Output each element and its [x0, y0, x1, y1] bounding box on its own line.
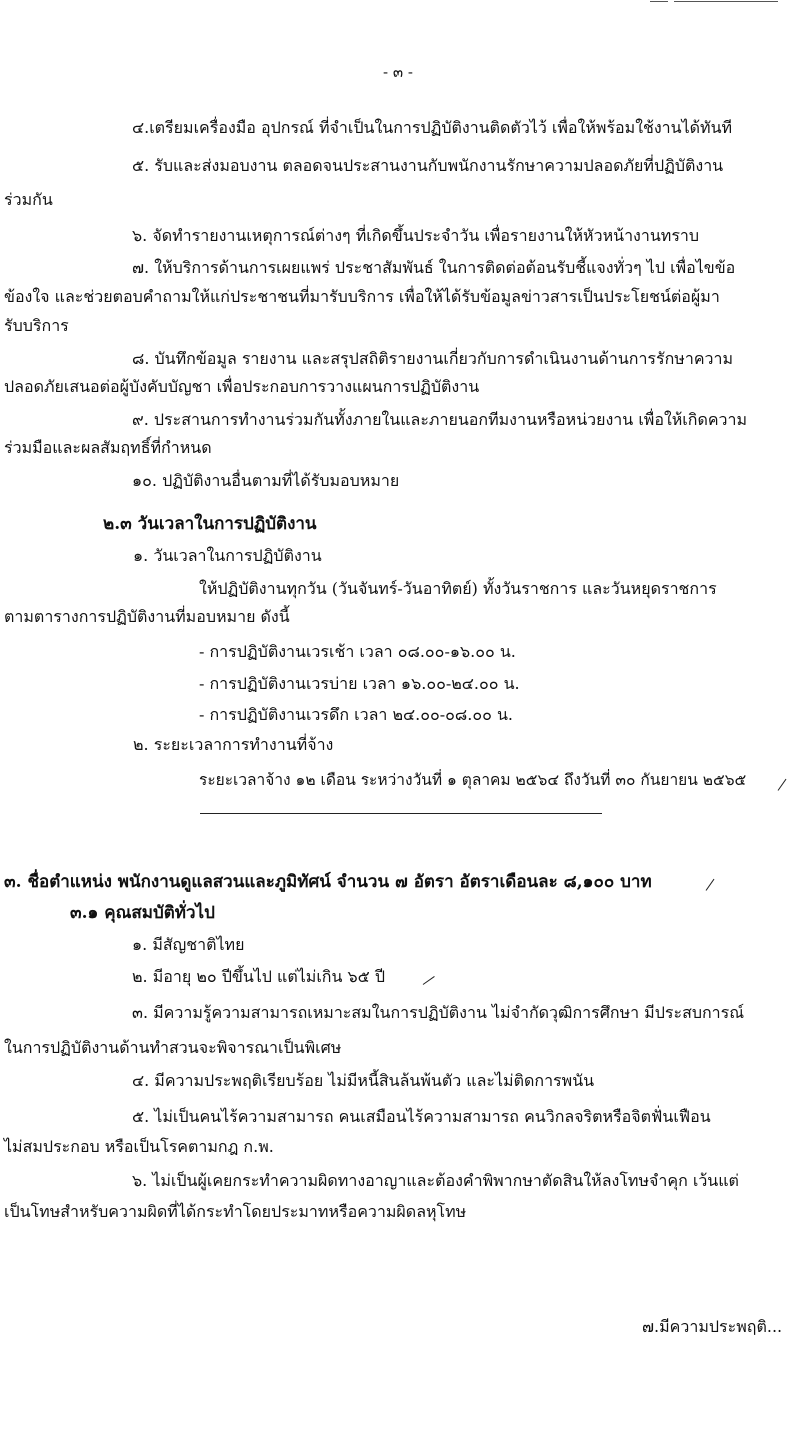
work-time-para: ให้ปฏิบัติงานทุกวัน (วันจันทร์-วันอาทิตย์) ทั้งวันราชการ และวันหยุดราชการ	[199, 579, 717, 598]
qualification-6: ๖. ไม่เป็นผู้เคยกระทำความผิดทางอาญาและต้องคำพิพากษาตัดสินให้ลงโทษจำคุก เว้นแต่	[132, 1171, 739, 1190]
duty-item-7-cont-2: รับบริการ	[4, 316, 69, 335]
shift-morning: - การปฏิบัติงานเวรเช้า เวลา ๐๘.๐๐-๑๖.๐๐ น.	[199, 642, 516, 661]
qualification-3-cont: ในการปฏิบัติงานด้านทำสวนจะพิจารณาเป็นพิเศษ	[4, 1038, 342, 1057]
page-corner-marks	[650, 0, 780, 4]
qualification-1: ๑. มีสัญชาติไทย	[132, 935, 245, 954]
shift-night: - การปฏิบัติงานเวรดึก เวลา ๒๔.๐๐-๐๘.๐๐ น.	[199, 705, 513, 724]
section-divider	[200, 813, 602, 814]
duty-item-10: ๑๐. ปฏิบัติงานอื่นตามที่ได้รับมอบหมาย	[132, 471, 400, 490]
qualification-5: ๕. ไม่เป็นคนไร้ความสามารถ คนเสมือนไร้ความสามารถ คนวิกลจริตหรือจิตฟั่นเฟือน	[132, 1107, 711, 1126]
work-time-subheading: ๑. วันเวลาในการปฏิบัติงาน	[133, 546, 322, 565]
duty-item-8-cont: ปลอดภัยเสนอต่อผู้บังคับบัญชา เพื่อประกอบการวางแผนการปฏิบัติงาน	[4, 377, 480, 396]
duty-item-6: ๖. จัดทำรายงานเหตุการณ์ต่างๆ ที่เกิดขึ้นประจำวัน เพื่อรายงานให้หัวหน้างานทราบ	[132, 226, 700, 245]
section-3-heading: ๓. ชื่อตำแหน่ง พนักงานดูแลสวนและภูมิทัศน์ จำนวน ๗ อัตรา อัตราเดือนละ ๘,๑๐๐ บาท	[4, 872, 652, 892]
section-2-3-heading: ๒.๓ วันเวลาในการปฏิบัติงาน	[103, 514, 317, 534]
duty-item-7: ๗. ให้บริการด้านการเผยแพร่ ประชาสัมพันธ์ ในการติดต่อต้อนรับชี้แจงทั่วๆ ไป เพื่อไขข้อ	[132, 258, 736, 277]
qualification-4: ๔. มีความประพฤติเรียบร้อย ไม่มีหนี้สินล้นพ้นตัว และไม่ติดการพนัน	[132, 1071, 595, 1090]
duty-item-8: ๘. บันทึกข้อมูล รายงาน และสรุปสถิติรายงานเกี่ยวกับการดำเนินงานด้านการรักษาความ	[132, 349, 734, 368]
employment-period: ระยะเวลาจ้าง ๑๒ เดือน ระหว่างวันที่ ๑ ตุลาคม ๒๕๖๔ ถึงวันที่ ๓๐ กันยายน ๒๕๖๕	[199, 771, 747, 789]
duty-item-9: ๙. ประสานการทำงานร่วมกันทั้งภายในและภายนอกทีมงานหรือหน่วยงาน เพื่อให้เกิดความ	[132, 410, 748, 429]
qualification-3: ๓. มีความรู้ความสามารถเหมาะสมในการปฏิบัติงาน ไม่จำกัดวุฒิการศึกษา มีประสบการณ์	[132, 1003, 745, 1022]
check-mark-icon	[423, 976, 435, 985]
qualification-6-cont: เป็นโทษสำหรับความผิดที่ได้กระทำโดยประมาทหรือความผิดลหุโทษ	[4, 1202, 467, 1221]
duty-item-5-cont: ร่วมกัน	[4, 190, 53, 209]
employment-period-subheading: ๒. ระยะเวลาการทำงานที่จ้าง	[133, 735, 334, 754]
qualification-5-cont: ไม่สมประกอบ หรือเป็นโรคตามกฎ ก.พ.	[4, 1137, 274, 1156]
duty-item-9-cont: ร่วมมือและผลสัมฤทธิ์ที่กำหนด	[4, 438, 212, 457]
check-mark-icon	[778, 779, 787, 791]
page-number: - ๓ -	[383, 63, 413, 81]
duty-item-4: ๔.เตรียมเครื่องมือ อุปกรณ์ ที่จำเป็นในการปฏิบัติงานติดตัวไว้ เพื่อให้พร้อมใช้งานได้ทันที	[132, 118, 733, 137]
shift-afternoon: - การปฏิบัติงานเวรบ่าย เวลา ๑๖.๐๐-๒๔.๐๐ น.	[199, 674, 520, 693]
duty-item-7-cont-1: ข้องใจ และช่วยตอบคำถามให้แก่ประชาชนที่มารับบริการ เพื่อให้ได้รับข้อมูลข่าวสารเป็นประโยชน์ต่อผู้มา	[4, 287, 720, 306]
work-time-para-cont: ตามตารางการปฏิบัติงานที่มอบหมาย ดังนี้	[4, 607, 290, 626]
qualification-2: ๒. มีอายุ ๒๐ ปีขึ้นไป แต่ไม่เกิน ๖๕ ปี	[132, 967, 386, 986]
continuation-text: ๗.มีความประพฤติ...	[642, 1317, 783, 1336]
check-mark-icon	[706, 879, 715, 891]
duty-item-5: ๕. รับและส่งมอบงาน ตลอดจนประสานงานกับพนักงานรักษาความปลอดภัยที่ปฏิบัติงาน	[132, 156, 724, 175]
section-3-1-heading: ๓.๑ คุณสมบัติทั่วไป	[70, 903, 215, 923]
